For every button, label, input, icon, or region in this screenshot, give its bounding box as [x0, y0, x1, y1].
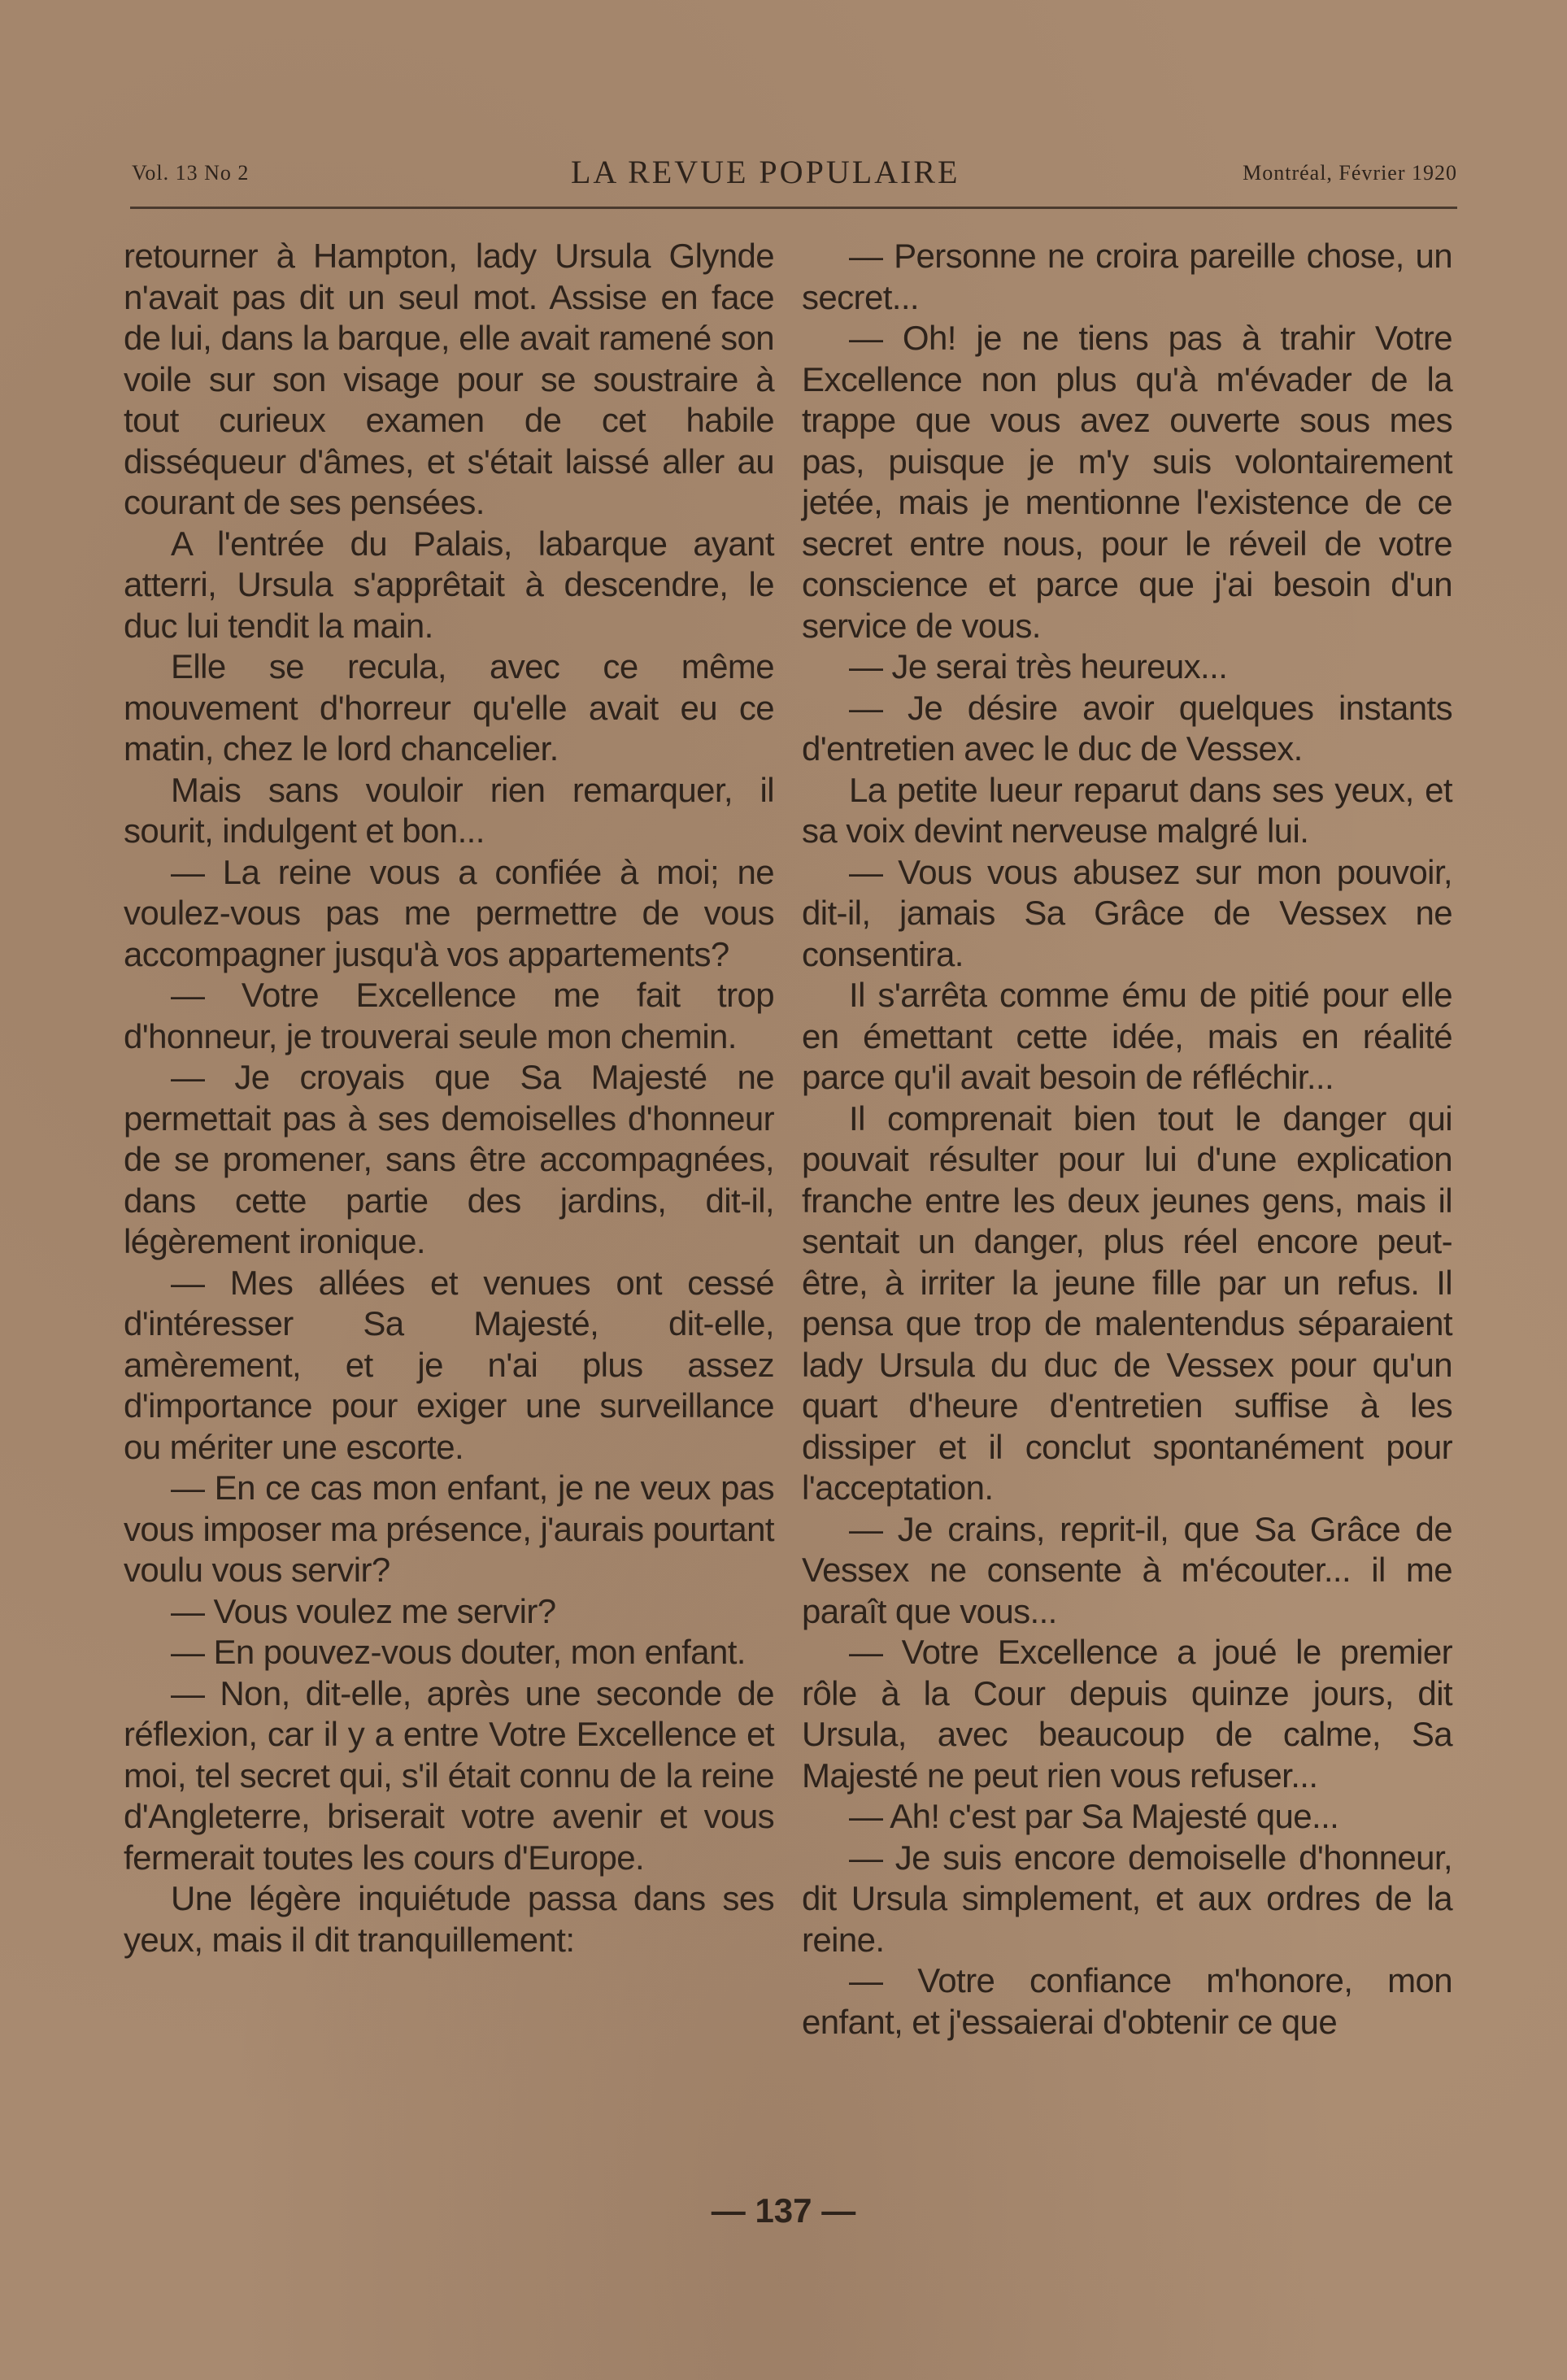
paragraph: — Vous voulez me servir? [171, 1591, 556, 1630]
paragraph: A l'entrée du Palais, labarque ayant atterri, Ursula s'apprêtait à descendre, le duc lui tendit la main. [124, 524, 774, 645]
paragraph: La petite lueur reparut dans ses yeux, et sa voix devint nerveuse malgré lui. [802, 770, 1452, 850]
paragraph: — Vous vous abusez sur mon pouvoir, dit-il, jamais Sa Grâce de Vessex ne consentira. [802, 852, 1452, 973]
paragraph: — Je crains, reprit-il, que Sa Grâce de Vessex ne consente à m'écouter... il me paraît que vous... [802, 1509, 1452, 1630]
paragraph: — Mes allées et venues ont cessé d'intéresser Sa Majesté, dit-elle, amèrement, et je n'ai plus assez d'importance pour exiger une surveillance ou mériter une escorte. [124, 1263, 774, 1466]
paragraph: — Ah! c'est par Sa Majesté que... [849, 1797, 1339, 1835]
paragraph: Une légère inquiétude passa dans ses yeux, mais il dit tranquillement: [124, 1879, 774, 1959]
place-date: Montréal, Février 1920 [1243, 161, 1457, 185]
paragraph: — Votre confiance m'honore, mon enfant, et j'essaierai d'obtenir ce que [802, 1961, 1452, 2041]
paragraph: Mais sans vouloir rien remarquer, il sourit, indulgent et bon... [124, 770, 774, 850]
right-column [802, 236, 1452, 2043]
paragraph: — En pouvez-vous douter, mon enfant. [171, 1633, 746, 1671]
running-header [132, 153, 1457, 197]
paragraph: retourner à Hampton, lady Ursula Glynde n'avait pas dit un seul mot. Assise en face de lui, dans la barque, elle avait ramené son voile sur son visage pour se soustraire à tout curieux examen de cet habile disséqueur d'âmes, et s'était laissé aller au courant de ses pensées. [124, 237, 774, 521]
paragraph: Il comprenait bien tout le danger qui pouvait résulter pour lui d'une explication franche entre les deux jeunes gens, mais il sentait un danger, plus réel encore peut-être, à irriter la jeune fille par un refus. Il pensa que trop de malentendus séparaient lady Ursula du duc de Vessex pour qu'un quart d'heure d'entretien suffise à les dissiper et il conclut spontanément pour l'acceptation. [802, 1099, 1452, 1507]
paragraph: — Je désire avoir quelques instants d'entretien avec le duc de Vessex. [802, 688, 1452, 768]
left-column [124, 236, 774, 1960]
paragraph: — Votre Excellence me fait trop d'honneur, je trouverai seule mon chemin. [124, 976, 774, 1055]
paragraph: — Je croyais que Sa Majesté ne permettait pas à ses demoiselles d'honneur de se promener, sans être accompagnées, dans cette partie des jardins, dit-il, légèrement ironique. [124, 1058, 774, 1260]
paragraph: — Je suis encore demoiselle d'honneur, dit Ursula simplement, et aux ordres de la reine. [802, 1838, 1452, 1959]
paragraph: Il s'arrêta comme ému de pitié pour elle en émettant cette idée, mais en réalité parce qu'il avait besoin de réfléchir... [802, 976, 1452, 1096]
paragraph: — En ce cas mon enfant, je ne veux pas vous imposer ma présence, j'aurais pourtant voulu vous servir? [124, 1468, 774, 1589]
volume-number: Vol. 13 No 2 [132, 161, 250, 185]
paragraph: — Personne ne croira pareille chose, un secret... [802, 237, 1452, 316]
paragraph: — Oh! je ne tiens pas à trahir Votre Excellence non plus qu'à m'évader de la trappe que vous avez ouverte sous mes pas, puisque je m'y suis volontairement jetée, mais je mentionne l'existence de ce secret entre nous, pour le réveil de votre conscience et parce que j'ai besoin d'un service de vous. [802, 319, 1452, 645]
paragraph: — La reine vous a confiée à moi; ne voulez-vous pas me permettre de vous accompagner jusqu'à vos appartements? [124, 852, 774, 973]
page-number: — 137 — [711, 2191, 856, 2230]
paragraph: — Non, dit-elle, après une seconde de réflexion, car il y a entre Votre Excellence et moi, tel secret qui, s'il était connu de la reine d'Angleterre, briserait votre avenir et vous fermerait toutes les cours d'Europe. [124, 1673, 774, 1877]
paragraph: — Votre Excellence a joué le premier rôle à la Cour depuis quinze jours, dit Ursula, avec beaucoup de calme, Sa Majesté ne peut rien vous refuser... [802, 1633, 1452, 1795]
magazine-title: LA REVUE POPULAIRE [571, 154, 960, 190]
header-rule [130, 207, 1457, 209]
paragraph: Elle se recula, avec ce même mouvement d'horreur qu'elle avait eu ce matin, chez le lord chancelier. [124, 647, 774, 768]
paragraph: — Je serai très heureux... [849, 647, 1228, 685]
